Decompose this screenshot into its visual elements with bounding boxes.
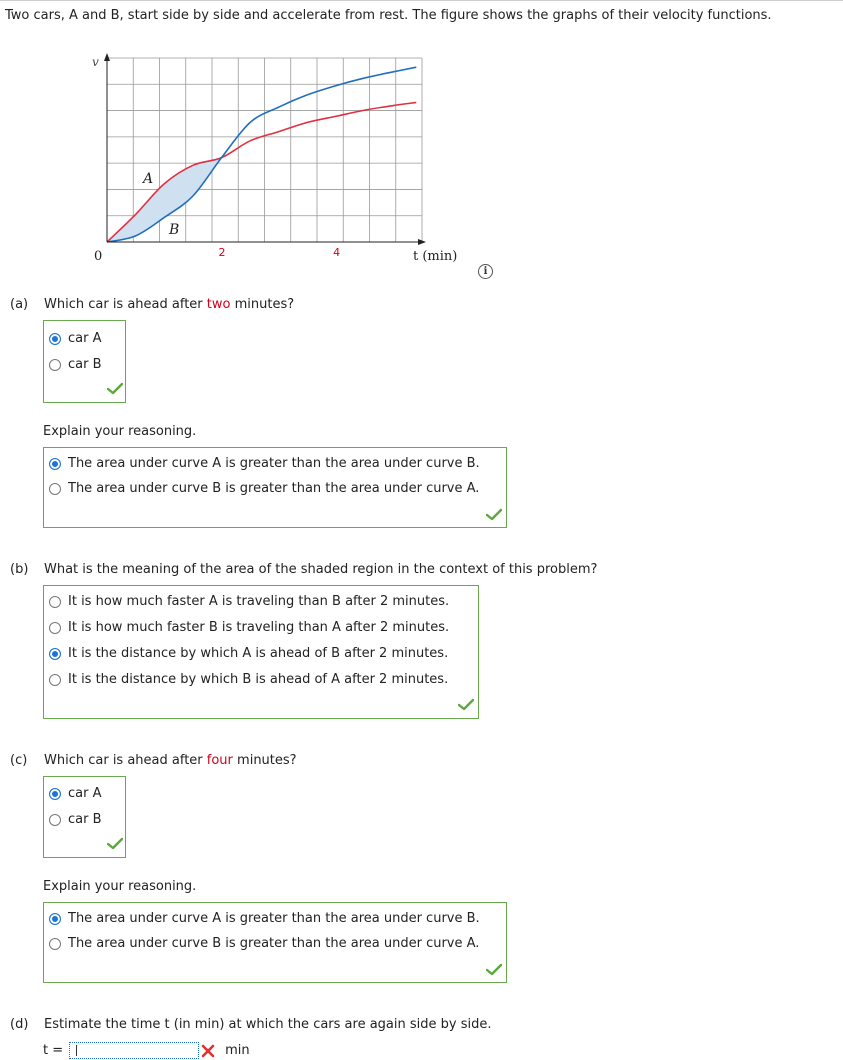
- option-4[interactable]: [49, 672, 448, 687]
- problem-intro: Two cars, A and B, start side by side and accelerate from rest. The figure shows the graphs of their velocity functions.: [5, 8, 772, 23]
- question-text: What is the meaning of the area of the shaded region in the context of this problem?: [44, 562, 598, 577]
- part-b-answer-box: [43, 585, 479, 719]
- option-car-b[interactable]: [49, 357, 102, 372]
- correct-check-icon: [107, 837, 123, 850]
- option-label: The area under curve A is greater than the area under curve B.: [68, 456, 480, 471]
- part-a-answer-box: [43, 320, 126, 403]
- option-2[interactable]: [49, 620, 449, 635]
- part-a-reason-box: [43, 447, 507, 528]
- reason-option-a[interactable]: [49, 456, 480, 471]
- part-c-answer-box: [43, 776, 126, 858]
- text-caret: [76, 1045, 77, 1056]
- incorrect-x-icon: [201, 1044, 215, 1058]
- option-car-a[interactable]: [49, 331, 101, 346]
- part-a-question: [10, 297, 294, 312]
- unit-label: min: [225, 1043, 250, 1058]
- x-tick-label: 2: [218, 246, 226, 259]
- info-icon[interactable]: i: [478, 264, 493, 279]
- correct-check-icon: [486, 963, 502, 976]
- option-label: It is how much faster A is traveling than B after 2 minutes.: [68, 594, 450, 609]
- reason-option-b[interactable]: [49, 936, 479, 951]
- question-emphasis: two: [206, 297, 231, 312]
- part-b-question: [10, 562, 597, 577]
- option-label: It is the distance by which B is ahead of A after 2 minutes.: [68, 672, 449, 687]
- radio-icon[interactable]: [49, 674, 61, 686]
- origin-label: 0: [94, 249, 103, 264]
- explain-label: Explain your reasoning.: [43, 424, 197, 439]
- option-label: car A: [68, 786, 102, 801]
- radio-icon[interactable]: [49, 814, 61, 826]
- option-label: The area under curve B is greater than the area under curve A.: [68, 481, 480, 496]
- top-divider: [0, 0, 843, 1]
- question-emphasis: four: [206, 753, 233, 768]
- part-c-reason-box: [43, 902, 507, 983]
- shaded-region: [107, 158, 222, 242]
- radio-selected-icon[interactable]: [49, 648, 61, 660]
- y-axis-label: v: [92, 55, 99, 69]
- option-label: car B: [68, 812, 102, 827]
- part-d-label: (d): [10, 1017, 29, 1032]
- y-axis-arrow: [104, 53, 110, 61]
- radio-selected-icon[interactable]: [49, 913, 61, 925]
- part-c-label: (c): [10, 753, 28, 768]
- question-text: Which car is ahead after: [44, 297, 203, 312]
- option-label: The area under curve B is greater than the area under curve A.: [68, 936, 480, 951]
- option-label: It is the distance by which A is ahead of B after 2 minutes.: [68, 646, 449, 661]
- question-text: Estimate the time t (in min) at which the cars are again side by side.: [44, 1017, 492, 1032]
- part-b-label: (b): [10, 562, 29, 577]
- correct-check-icon: [107, 382, 123, 395]
- question-text: minutes?: [237, 753, 297, 768]
- radio-icon[interactable]: [49, 359, 61, 371]
- option-label: car A: [68, 331, 102, 346]
- curve-a-label: A: [143, 171, 154, 187]
- radio-icon[interactable]: [49, 596, 61, 608]
- x-tick-label: 4: [333, 246, 341, 259]
- option-label: It is how much faster B is traveling than A after 2 minutes.: [68, 620, 450, 635]
- part-a-label: (a): [10, 297, 29, 312]
- question-text: minutes?: [234, 297, 295, 312]
- option-label: car B: [68, 357, 102, 372]
- question-text: Which car is ahead after: [44, 753, 203, 768]
- input-prefix: t =: [43, 1043, 64, 1058]
- option-3[interactable]: [49, 646, 448, 661]
- radio-icon[interactable]: [49, 483, 61, 495]
- part-d-question: [10, 1017, 492, 1032]
- correct-check-icon: [486, 508, 502, 521]
- part-d-answer-line: [43, 1042, 250, 1059]
- x-axis-label: t (min): [413, 249, 458, 264]
- reason-option-b[interactable]: [49, 481, 479, 496]
- radio-selected-icon[interactable]: [49, 333, 61, 345]
- velocity-graph: [80, 48, 480, 273]
- explain-label: Explain your reasoning.: [43, 879, 197, 894]
- correct-check-icon: [458, 698, 474, 711]
- radio-selected-icon[interactable]: [49, 458, 61, 470]
- option-1[interactable]: [49, 594, 449, 609]
- curve-b-label: B: [169, 222, 180, 238]
- radio-selected-icon[interactable]: [49, 788, 61, 800]
- radio-icon[interactable]: [49, 938, 61, 950]
- reason-option-a[interactable]: [49, 911, 480, 926]
- option-label: The area under curve A is greater than the area under curve B.: [68, 911, 480, 926]
- option-car-b[interactable]: [49, 812, 102, 827]
- part-c-question: [10, 753, 297, 768]
- time-input[interactable]: [69, 1042, 199, 1059]
- option-car-a[interactable]: [49, 786, 101, 801]
- radio-icon[interactable]: [49, 622, 61, 634]
